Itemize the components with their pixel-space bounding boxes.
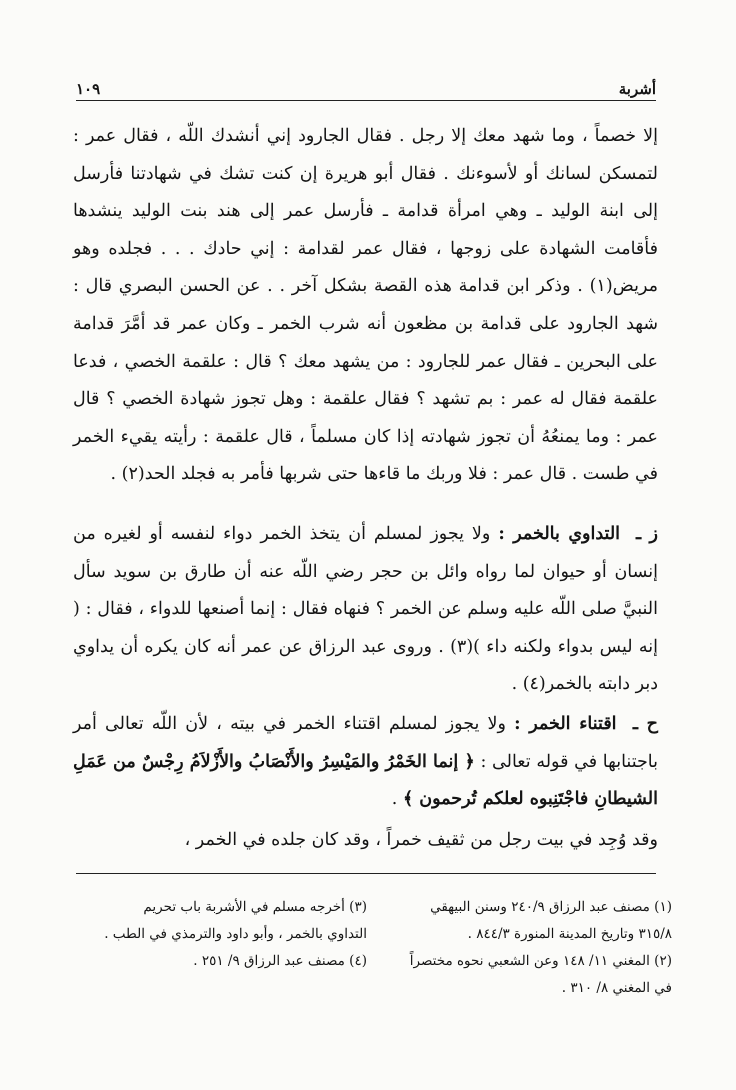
running-title: أشربة <box>618 80 656 98</box>
footnote-4: (٤) مصنف عبد الرزاق ٩/ ٢٥١ . <box>193 953 367 969</box>
body-paragraph-1: إلا خصماً ، وما شهد معك إلا رجل . فقال الجارود إني أنشدك اللّه ، فقال عمر : لتمسكن لسانك أو لأسوءنك . فقال أبو هريرة إن كنت تشك في شهادتنا فأرسل إلى ابنة الوليد ـ وهي امرأة قدامة ـ فأرسل عمر إلى هند بنت الوليد ينشدها فأقامت الشهادة على زوجها ، فقال عمر لقدامة : إني حادك . . . فجلده وهو مريض(١) . وذكر ابن قدامة هذه القصة بشكل آخر . . عن الحسن البصري قال : شهد الجارود على قدامة بن مظعون أنه شرب الخمر ـ وكان عمر قد أمَّرَ قدامة على البحرين ـ فقال عمر للجارود : من يشهد معك ؟ قال : علقمة الخصي ، فدعا علقمة فقال له عمر : بم تشهد ؟ فقال علقمة : وهل تجوز شهادة الخصي ؟ قال عمر : وما يمنعُهُ أن تجوز شهادته إذا كان مسلماً ، قال علقمة : رأيته يقيء الخمر في طست . قال عمر : فلا وربك ما قاءها حتى شربها فأمر به فجلد الحد(٢) . <box>73 126 658 485</box>
section-h-end: . <box>391 789 403 810</box>
section-h-marker: ح ـ <box>632 714 658 734</box>
section-h-title: اقتناء الخمر : <box>514 714 617 734</box>
footnotes-left-column <box>100 894 367 1002</box>
body-paragraph-last: وقد وُجِد في بيت رجل من ثقيف خمراً ، وقد كان جلده في الخمر ، <box>184 830 658 850</box>
footnote-1: (١) مصنف عبد الرزاق ٢٤٠/٩ وسنن البيهقي ٣١٥/٨ وتاريخ المدينة المنورة ٨٤٤/٣ . <box>430 899 672 942</box>
section-z-text: ولا يجوز لمسلم أن يتخذ الخمر دواء لنفسه أو لغيره من إنسان أو حيوان لما رواه وائل بن حجر رضي اللّه عنه أن طارق بن سويد سأل النبيَّ صلى اللّه عليه وسلم عن الخمر ؟ فنهاه فقال : إنما أصنعها للدواء ، فقال : ( إنه ليس بدواء ولكنه داء )(٣) . وروى عبد الرزاق عن عمر أنه كان يكره أن يداوي دبر دابته بالخمر(٤) . <box>73 524 658 695</box>
section-z-title: التداوي بالخمر : <box>498 524 621 544</box>
footnote-3: (٣) أخرجه مسلم في الأشربة باب تحريم التداوي بالخمر ، وأبو داود والترمذي في الطب . <box>104 899 367 942</box>
quran-quote: ﴿ إنما الخَمْرُ والمَيْسِرُ والأَنْصَابُ والأَزْلاَمُ رِجْسٌ من عَمَلِ الشيطانِ فاجْتَنِبوه لعلكم تُرحمون ﴾ <box>73 751 658 810</box>
footnote-divider <box>76 873 656 874</box>
header-divider <box>76 100 656 101</box>
footnotes <box>100 894 672 1002</box>
section-z-marker: ز ـ <box>635 524 658 544</box>
page-number: ١٠٩ <box>76 80 101 98</box>
page-header <box>76 72 656 98</box>
section-h-text: ولا يجوز لمسلم اقتناء الخمر في بيته ، لأن اللّه تعالى أمر باجتنابها في قوله تعالى : <box>73 714 658 772</box>
footnote-2: (٢) المغني ١١/ ١٤٨ وعن الشعبي نحوه مختصراً في المغني ٨/ ٣١٠ . <box>409 953 672 996</box>
section-h <box>73 706 658 819</box>
footnotes-right-column <box>405 894 672 1002</box>
section-z <box>73 516 658 704</box>
